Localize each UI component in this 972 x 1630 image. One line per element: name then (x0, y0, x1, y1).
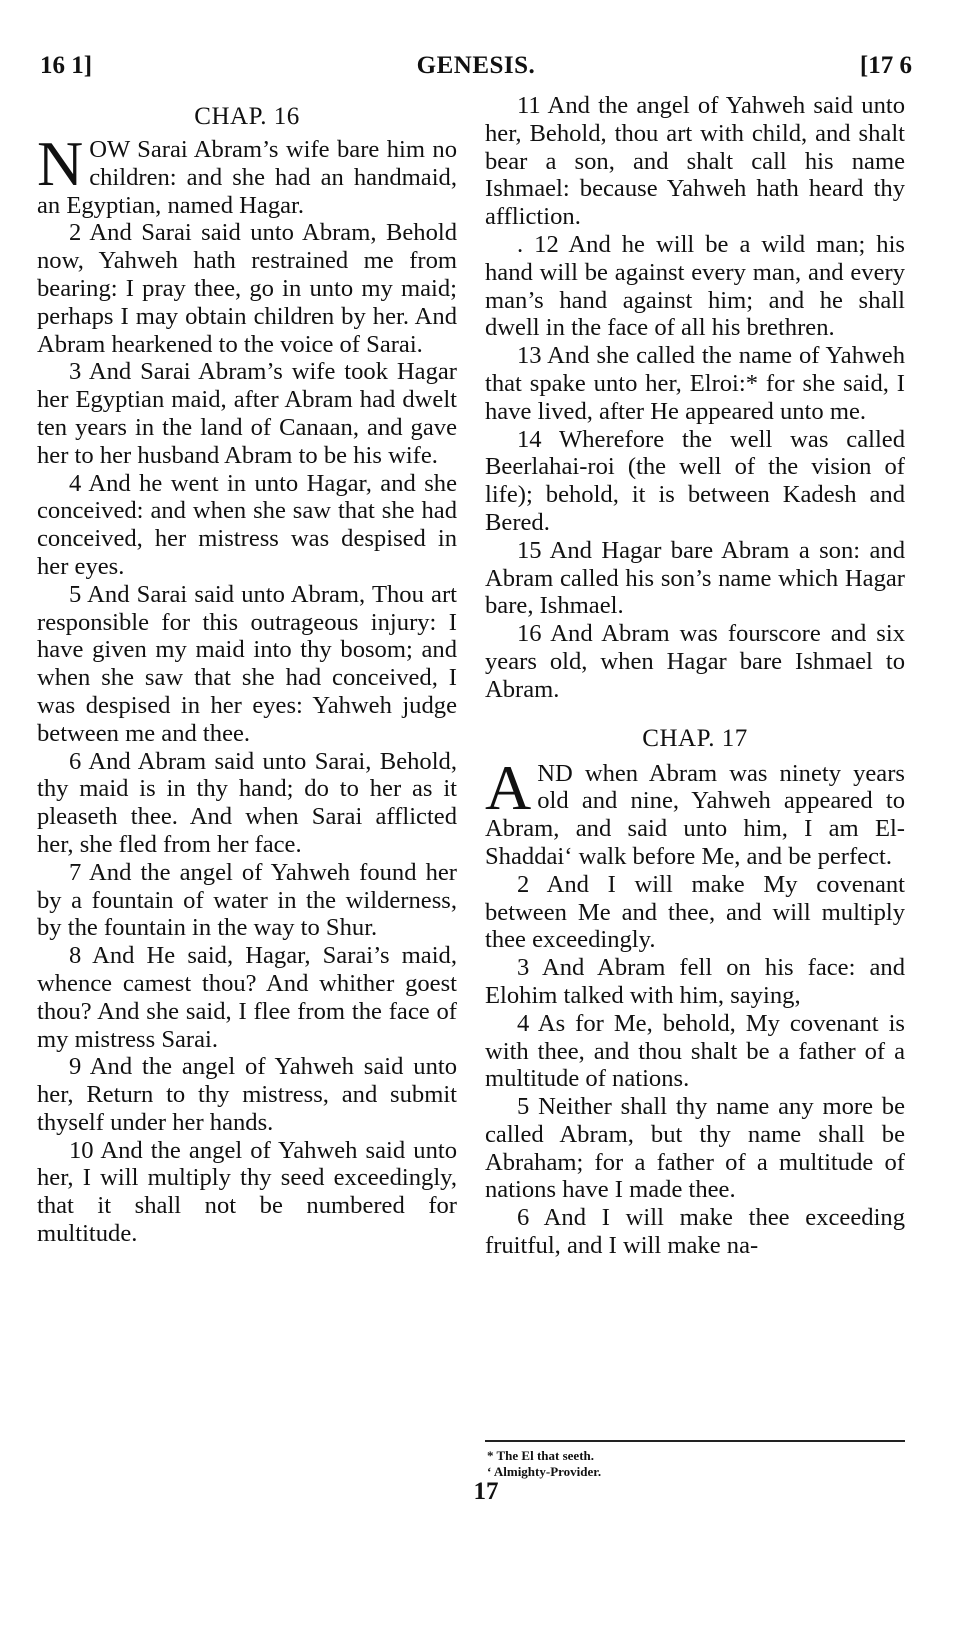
verse-paragraph: 14 Wherefore the well was called Beerlahai-roi (the well of the vision of life); behold, it is between Kadesh and Bered. (485, 425, 905, 536)
verse-paragraph: 4 And he went in unto Hagar, and she conceived: and when she saw that she had conceived, her mistress was despised in her eyes. (37, 469, 457, 580)
verse-paragraph: 5 And Sarai said unto Abram, Thou art responsible for this outrageous injury: I have given my maid into thy bosom; and when she saw that she had conceived, I was despised in her eyes: Yahweh judge between me and thee. (37, 580, 457, 747)
left-column (37, 92, 457, 1248)
header-chapter-verse-end: [17 6 (859, 52, 912, 79)
verse-paragraph: 4 As for Me, behold, My covenant is with thee, and thou shalt be a father of a multitude of nations. (485, 1009, 905, 1093)
header-chapter-verse-start: 16 1] (40, 52, 93, 79)
verse-text: ND when Abram was ninety years old and nine, Yahweh appeared to Abram, and said unto him, I am El-Shaddai‘ walk before Me, and be perfect. (485, 759, 905, 870)
verse-paragraph: 15 And Hagar bare Abram a son: and Abram called his son’s name which Hagar bare, Ishmael. (485, 536, 905, 620)
verse-paragraph: 3 And Sarai Abram’s wife took Hagar her Egyptian maid, after Abram had dwelt ten years in the land of Canaan, and gave her to her husband Abram to be his wife. (37, 358, 457, 469)
verse-paragraph: 2 And I will make My covenant between Me and thee, and will multiply thee exceedingly. (485, 870, 905, 954)
footnotes (487, 1448, 907, 1480)
verse-paragraph: 3 And Abram fell on his face: and Elohim talked with him, saying, (485, 954, 905, 1009)
verse-paragraph: . 12 And he will be a wild man; his hand will be against every man, and every man’s hand against him; and he shall dwell in the face of all his brethren. (485, 230, 905, 342)
running-header (40, 52, 912, 86)
footnote: ‘ Almighty-Provider. (487, 1464, 602, 1479)
header-book-title: GENESIS. (416, 52, 536, 79)
footnote-rule (485, 1440, 905, 1442)
drop-cap: A (485, 751, 532, 823)
page-number: 17 (473, 1478, 499, 1505)
drop-cap: N (37, 128, 84, 199)
verse-paragraph: 13 And she called the name of Yahweh that spake unto her, Elroi:* for she said, I have lived, after He appeared unto me. (485, 342, 905, 425)
verse-paragraph: 8 And He said, Hagar, Sarai’s maid, whence camest thou? And whither goest thou? And she said, I flee from the face of my mistress Sarai. (37, 942, 457, 1053)
verse-paragraph: 2 And Sarai said unto Abram, Behold now, Yahweh hath restrained me from bearing: I pray thee, go in unto my maid; perhaps I may obtain children by her. And Abram hearkened to the voice of Sarai. (37, 219, 457, 358)
verse-text: OW Sarai Abram’s wife bare him no children: and she had an handmaid, an Egyptian, named Hagar. (37, 136, 457, 219)
verse-paragraph: 11 And the angel of Yahweh said unto her, Behold, thou art with child, and shalt bear a son, and shalt call his name Ishmael: because Yahweh hath heard thy affliction. (485, 92, 905, 231)
chapter-heading: CHAP. 17 (642, 724, 748, 752)
right-column (485, 92, 905, 1260)
verse-paragraph: 6 And Abram said unto Sarai, Behold, thy maid is in thy hand; do to her as it pleaseth thee. And when Sarai afflicted her, she fled from her face. (37, 747, 457, 858)
verse-paragraph: 5 Neither shall thy name any more be called Abram, but thy name shall be Abraham; for a father of a multitude of nations have I made thee. (485, 1093, 905, 1204)
verse-paragraph: 9 And the angel of Yahweh said unto her, Return to thy mistress, and submit thyself under her hands. (37, 1053, 457, 1136)
footnote: * The El that seeth. (487, 1448, 595, 1463)
chapter-heading: CHAP. 16 (194, 103, 300, 130)
verse-paragraph: 16 And Abram was fourscore and six years old, when Hagar bare Ishmael to Abram. (485, 620, 905, 703)
verse-paragraph: 10 And the angel of Yahweh said unto her, I will multiply thy seed exceedingly, that it shall not be numbered for multitude. (37, 1136, 457, 1248)
verse-paragraph (37, 128, 457, 219)
verse-paragraph: 6 And I will make thee exceeding fruitful, and I will make na- (485, 1204, 905, 1260)
verse-paragraph: 7 And the angel of Yahweh found her by a fountain of water in the wilderness, by the fountain in the way to Shur. (37, 858, 457, 942)
verse-paragraph (485, 751, 905, 871)
